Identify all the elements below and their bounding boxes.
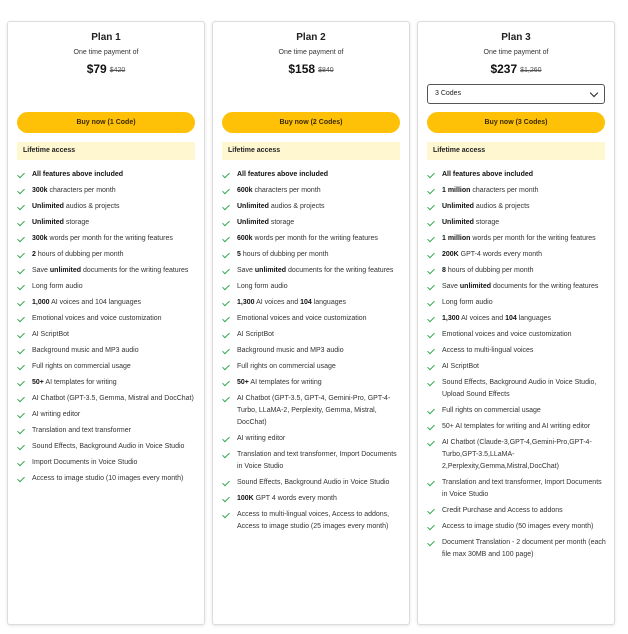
feature-highlight: 1,000 bbox=[32, 299, 50, 306]
feature-item bbox=[428, 477, 608, 501]
feature-item bbox=[428, 505, 608, 517]
feature-item bbox=[428, 405, 608, 417]
feature-item bbox=[18, 441, 198, 453]
feature-item bbox=[18, 201, 198, 213]
check-icon bbox=[427, 363, 435, 371]
feature-text: Emotional voices and voice customization bbox=[32, 315, 162, 322]
feature-item bbox=[18, 329, 198, 341]
feature-text: Emotional voices and voice customization bbox=[237, 315, 367, 322]
feature-text: words per month for the writing features bbox=[47, 235, 173, 242]
feature-item bbox=[18, 377, 198, 389]
feature-highlight: Unlimited bbox=[237, 219, 269, 226]
feature-highlight: 2 bbox=[32, 251, 36, 258]
check-icon bbox=[427, 299, 435, 307]
check-icon bbox=[427, 235, 435, 243]
check-icon bbox=[17, 315, 25, 323]
feature-list bbox=[223, 169, 403, 537]
feature-highlight: 1,300 bbox=[442, 315, 460, 322]
plan-title: Plan 2 bbox=[296, 32, 326, 43]
price: $237 bbox=[490, 62, 518, 76]
check-icon bbox=[17, 475, 25, 483]
feature-highlight: 600k bbox=[237, 187, 253, 194]
feature-text: GPT 4 words every month bbox=[253, 495, 337, 502]
plan-card-3 bbox=[417, 21, 615, 625]
feature-item bbox=[223, 449, 403, 473]
feature-highlight: 1 million bbox=[442, 187, 471, 194]
feature-text: languages bbox=[311, 299, 347, 306]
check-icon bbox=[427, 439, 435, 447]
feature-text: audios & projects bbox=[473, 203, 530, 210]
check-icon bbox=[17, 219, 25, 227]
check-icon bbox=[427, 423, 435, 431]
feature-item bbox=[18, 313, 198, 325]
check-icon bbox=[17, 171, 25, 179]
feature-highlight: All features above included bbox=[237, 171, 329, 178]
feature-text: AI templates for writing bbox=[43, 379, 117, 386]
feature-text: Sound Effects, Background Audio in Voice Studio bbox=[237, 479, 390, 486]
old-price: $1,260 bbox=[520, 67, 542, 74]
check-icon bbox=[427, 315, 435, 323]
plan-card-1 bbox=[7, 21, 205, 625]
feature-text: hours of dubbing per month bbox=[240, 251, 329, 258]
check-icon bbox=[17, 427, 25, 435]
feature-item bbox=[18, 169, 198, 181]
check-icon bbox=[427, 171, 435, 179]
feature-text: Full rights on commercial usage bbox=[32, 363, 131, 370]
feature-highlight: 300k bbox=[32, 187, 48, 194]
check-icon bbox=[17, 379, 25, 387]
check-icon bbox=[222, 267, 230, 275]
feature-highlight: All features above included bbox=[442, 171, 534, 178]
check-icon bbox=[222, 363, 230, 371]
feature-text: AI ScriptBot bbox=[442, 363, 479, 370]
feature-item bbox=[223, 265, 403, 277]
check-icon bbox=[17, 203, 25, 211]
feature-text: Background music and MP3 audio bbox=[32, 347, 139, 354]
feature-text: Access to image studio (10 images every month) bbox=[32, 475, 184, 482]
plan-card-2 bbox=[212, 21, 410, 625]
check-icon bbox=[222, 451, 230, 459]
feature-item bbox=[428, 169, 608, 181]
codes-select-value: 3 Codes bbox=[435, 90, 462, 97]
feature-text: audios & projects bbox=[268, 203, 325, 210]
feature-item bbox=[428, 201, 608, 213]
buy-now-button[interactable]: Buy now (2 Codes) bbox=[222, 112, 400, 133]
feature-text: Credit Purchase and Access to addons bbox=[442, 507, 563, 514]
feature-list bbox=[18, 169, 198, 489]
feature-text: words per month for the writing features bbox=[252, 235, 378, 242]
feature-text: AI voices and bbox=[254, 299, 301, 306]
chevron-down-icon bbox=[590, 89, 598, 97]
feature-highlight: 1 million bbox=[442, 235, 471, 242]
feature-item bbox=[18, 281, 198, 293]
feature-item bbox=[428, 217, 608, 229]
check-icon bbox=[222, 379, 230, 387]
feature-text: Document Translation - 2 document per month (each file max 30MB and 100 page) bbox=[442, 539, 606, 558]
check-icon bbox=[222, 395, 230, 403]
feature-highlight: 200K bbox=[442, 251, 459, 258]
check-icon bbox=[222, 347, 230, 355]
check-icon bbox=[222, 495, 230, 503]
feature-highlight: 104 bbox=[300, 299, 312, 306]
feature-highlight: Unlimited bbox=[237, 203, 269, 210]
feature-highlight: unlimited bbox=[254, 267, 287, 274]
feature-item bbox=[223, 233, 403, 245]
feature-item bbox=[223, 393, 403, 429]
check-icon bbox=[427, 219, 435, 227]
feature-text: Translation and text transformer, Import Documents in Voice Studio bbox=[237, 451, 397, 470]
check-icon bbox=[17, 299, 25, 307]
feature-item bbox=[428, 421, 608, 433]
feature-item bbox=[223, 361, 403, 373]
feature-text: Translation and text transformer bbox=[32, 427, 131, 434]
payment-note: One time payment of bbox=[73, 49, 139, 56]
feature-item bbox=[18, 217, 198, 229]
feature-text: Background music and MP3 audio bbox=[237, 347, 344, 354]
feature-highlight: 50+ bbox=[32, 379, 44, 386]
check-icon bbox=[17, 283, 25, 291]
old-price: $840 bbox=[318, 67, 334, 74]
feature-item bbox=[428, 249, 608, 261]
feature-item bbox=[223, 329, 403, 341]
feature-text: AI voices and bbox=[459, 315, 506, 322]
codes-select[interactable] bbox=[427, 84, 605, 104]
feature-item bbox=[18, 233, 198, 245]
plan-title: Plan 1 bbox=[91, 32, 121, 43]
feature-item bbox=[18, 457, 198, 469]
buy-now-button[interactable]: Buy now (3 Codes) bbox=[427, 112, 605, 133]
feature-highlight: Unlimited bbox=[32, 219, 64, 226]
check-icon bbox=[17, 235, 25, 243]
feature-list bbox=[428, 169, 608, 565]
lifetime-access-label: Lifetime access bbox=[222, 142, 400, 160]
check-icon bbox=[17, 363, 25, 371]
check-icon bbox=[222, 299, 230, 307]
feature-text: storage bbox=[268, 219, 295, 226]
feature-item bbox=[223, 185, 403, 197]
feature-item bbox=[428, 265, 608, 277]
feature-item bbox=[428, 361, 608, 373]
price: $79 bbox=[86, 62, 107, 76]
feature-text: GPT-4 words every month bbox=[458, 251, 542, 258]
check-icon bbox=[427, 203, 435, 211]
feature-item bbox=[223, 493, 403, 505]
plan-title: Plan 3 bbox=[501, 32, 531, 43]
check-icon bbox=[222, 331, 230, 339]
feature-highlight: All features above included bbox=[32, 171, 124, 178]
check-icon bbox=[222, 435, 230, 443]
feature-item bbox=[223, 509, 403, 533]
feature-item bbox=[18, 345, 198, 357]
feature-item bbox=[428, 313, 608, 325]
feature-text: AI Chatbot (GPT-3.5, GPT-4, Gemini-Pro, GPT-4-Turbo, LLaMA-2, Perplexity, Gemma, Mistral, DocChat) bbox=[237, 395, 391, 426]
feature-text: Import Documents in Voice Studio bbox=[32, 459, 138, 466]
feature-text: audios & projects bbox=[63, 203, 120, 210]
check-icon bbox=[222, 203, 230, 211]
payment-note: One time payment of bbox=[278, 49, 344, 56]
feature-text: words per month for the writing features bbox=[470, 235, 596, 242]
check-icon bbox=[222, 219, 230, 227]
check-icon bbox=[17, 395, 25, 403]
feature-item bbox=[428, 537, 608, 561]
feature-item bbox=[18, 361, 198, 373]
check-icon bbox=[427, 187, 435, 195]
buy-now-button[interactable]: Buy now (1 Code) bbox=[17, 112, 195, 133]
old-price: $420 bbox=[109, 67, 126, 74]
feature-text: documents for the writing features bbox=[491, 283, 599, 290]
feature-highlight: 600k bbox=[237, 235, 253, 242]
feature-item bbox=[428, 377, 608, 401]
feature-item bbox=[223, 281, 403, 293]
feature-highlight: 104 bbox=[505, 315, 517, 322]
feature-text: Long form audio bbox=[32, 283, 83, 290]
feature-item bbox=[428, 233, 608, 245]
feature-text: AI writing editor bbox=[237, 435, 286, 442]
check-icon bbox=[17, 267, 25, 275]
feature-highlight: Unlimited bbox=[442, 219, 474, 226]
feature-text: Access to multi-lingual voices bbox=[442, 347, 534, 354]
feature-text: Access to image studio (50 images every month) bbox=[442, 523, 594, 530]
feature-item bbox=[223, 201, 403, 213]
feature-text: Full rights on commercial usage bbox=[237, 363, 336, 370]
payment-note: One time payment of bbox=[483, 49, 549, 56]
feature-text: AI Chatbot (GPT-3.5, Gemma, Mistral and DocChat) bbox=[32, 395, 194, 402]
check-icon bbox=[17, 443, 25, 451]
feature-item bbox=[18, 265, 198, 277]
check-icon bbox=[427, 379, 435, 387]
check-icon bbox=[427, 539, 435, 547]
check-icon bbox=[222, 235, 230, 243]
check-icon bbox=[222, 283, 230, 291]
feature-item bbox=[223, 297, 403, 309]
check-icon bbox=[427, 347, 435, 355]
check-icon bbox=[427, 407, 435, 415]
feature-item bbox=[223, 477, 403, 489]
feature-highlight: 100K bbox=[237, 495, 254, 502]
check-icon bbox=[427, 267, 435, 275]
lifetime-access-label: Lifetime access bbox=[427, 142, 605, 160]
check-icon bbox=[427, 251, 435, 259]
feature-item bbox=[223, 313, 403, 325]
check-icon bbox=[17, 347, 25, 355]
feature-text: storage bbox=[63, 219, 90, 226]
feature-highlight: 50+ bbox=[237, 379, 249, 386]
price-row bbox=[8, 60, 204, 78]
feature-highlight: unlimited bbox=[459, 283, 492, 290]
feature-text: Save bbox=[237, 267, 255, 274]
feature-text: Emotional voices and voice customization bbox=[442, 331, 572, 338]
feature-item bbox=[428, 329, 608, 341]
feature-item bbox=[18, 425, 198, 437]
feature-item bbox=[428, 345, 608, 357]
feature-highlight: Unlimited bbox=[442, 203, 474, 210]
feature-item bbox=[223, 169, 403, 181]
feature-text: Sound Effects, Background Audio in Voice Studio, Upload Sound Effects bbox=[442, 379, 597, 398]
feature-text: AI ScriptBot bbox=[32, 331, 69, 338]
feature-text: AI Chatbot (Claude-3,GPT-4,Gemini-Pro,GPT-4-Turbo,GPT-3.5,LLaMA-2,Perplexity,Gemma,Mistral,DocChat) bbox=[442, 439, 592, 470]
feature-text: Long form audio bbox=[442, 299, 493, 306]
feature-item bbox=[18, 393, 198, 405]
feature-text: storage bbox=[473, 219, 500, 226]
feature-item bbox=[428, 521, 608, 533]
feature-text: Sound Effects, Background Audio in Voice Studio bbox=[32, 443, 185, 450]
check-icon bbox=[222, 251, 230, 259]
feature-item bbox=[18, 297, 198, 309]
price-row bbox=[418, 60, 614, 78]
check-icon bbox=[17, 331, 25, 339]
feature-text: characters per month bbox=[252, 187, 321, 194]
lifetime-access-label: Lifetime access bbox=[17, 142, 195, 160]
feature-text: characters per month bbox=[470, 187, 539, 194]
feature-highlight: 300k bbox=[32, 235, 48, 242]
feature-item bbox=[428, 437, 608, 473]
feature-item bbox=[223, 377, 403, 389]
price-row bbox=[213, 60, 409, 78]
feature-text: Save bbox=[32, 267, 50, 274]
feature-item bbox=[18, 409, 198, 421]
check-icon bbox=[222, 187, 230, 195]
feature-item bbox=[18, 185, 198, 197]
feature-text: 50+ AI templates for writing and AI writing editor bbox=[442, 423, 591, 430]
feature-text: Full rights on commercial usage bbox=[442, 407, 541, 414]
feature-item bbox=[428, 185, 608, 197]
check-icon bbox=[17, 459, 25, 467]
feature-item bbox=[18, 473, 198, 485]
feature-text: hours of dubbing per month bbox=[35, 251, 124, 258]
check-icon bbox=[427, 523, 435, 531]
feature-text: documents for the writing features bbox=[81, 267, 189, 274]
feature-highlight: Unlimited bbox=[32, 203, 64, 210]
feature-item bbox=[223, 433, 403, 445]
check-icon bbox=[17, 251, 25, 259]
check-icon bbox=[222, 315, 230, 323]
feature-text: hours of dubbing per month bbox=[445, 267, 534, 274]
feature-item bbox=[18, 249, 198, 261]
feature-item bbox=[223, 217, 403, 229]
feature-text: AI templates for writing bbox=[248, 379, 322, 386]
price: $158 bbox=[288, 62, 316, 76]
feature-text: documents for the writing features bbox=[286, 267, 394, 274]
feature-text: languages bbox=[516, 315, 552, 322]
check-icon bbox=[17, 411, 25, 419]
check-icon bbox=[427, 331, 435, 339]
feature-item bbox=[428, 297, 608, 309]
check-icon bbox=[427, 479, 435, 487]
feature-text: Translation and text transformer, Import Documents in Voice Studio bbox=[442, 479, 602, 498]
feature-text: AI ScriptBot bbox=[237, 331, 274, 338]
feature-text: Access to multi-lingual voices, Access to addons, Access to image studio (25 images every month) bbox=[237, 511, 390, 530]
check-icon bbox=[222, 171, 230, 179]
feature-highlight: 5 bbox=[237, 251, 241, 258]
feature-item bbox=[223, 345, 403, 357]
feature-text: AI voices and 104 languages bbox=[49, 299, 141, 306]
feature-text: Long form audio bbox=[237, 283, 288, 290]
check-icon bbox=[222, 511, 230, 519]
check-icon bbox=[427, 283, 435, 291]
feature-text: AI writing editor bbox=[32, 411, 81, 418]
check-icon bbox=[222, 479, 230, 487]
check-icon bbox=[17, 187, 25, 195]
feature-highlight: 1,300 bbox=[237, 299, 255, 306]
check-icon bbox=[427, 507, 435, 515]
feature-item bbox=[223, 249, 403, 261]
feature-text: characters per month bbox=[47, 187, 116, 194]
feature-highlight: 8 bbox=[442, 267, 446, 274]
feature-item bbox=[428, 281, 608, 293]
feature-text: Save bbox=[442, 283, 460, 290]
feature-highlight: unlimited bbox=[49, 267, 82, 274]
